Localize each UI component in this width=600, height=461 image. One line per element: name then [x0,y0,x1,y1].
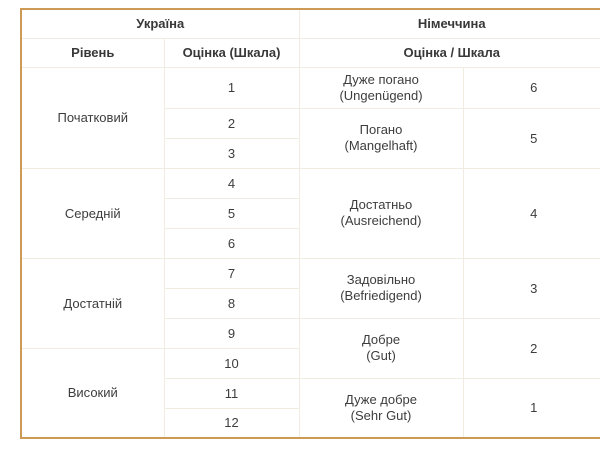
de-grade-name-cell [299,318,463,378]
de-grade-label: Добре [361,332,401,347]
table-row [21,258,600,288]
de-grade-label: Достатньо [349,197,413,212]
de-grade-label: Погано [359,122,403,137]
ua-grade-cell: 8 [164,288,299,318]
grading-comparison-table [20,8,600,439]
ua-grade-cell: 4 [164,168,299,198]
ua-grade-cell: 2 [164,108,299,138]
de-grade-label: Задовільно [346,272,416,287]
level-cell: Середній [21,168,164,258]
country-header-ukraine: Україна [21,9,299,38]
de-grade-value-cell: 1 [463,378,600,438]
ua-grade-cell: 5 [164,198,299,228]
de-grade-original: (Mangelhaft) [344,138,418,153]
level-cell: Високий [21,348,164,438]
column-header-level: Рівень [21,38,164,67]
de-grade-original: (Ausreichend) [340,213,422,228]
ua-grade-cell: 3 [164,138,299,168]
column-header-grade-de: Оцінка / Шкала [299,38,600,67]
de-grade-label: Дуже погано [343,71,419,87]
ua-grade-cell: 11 [164,378,299,408]
de-grade-value-cell: 4 [463,168,600,258]
table-row [21,67,600,108]
de-grade-label: Дуже добре [345,391,418,407]
de-grade-original: (Befriedigend) [340,288,422,303]
de-grade-value-cell: 2 [463,318,600,378]
de-grade-original: (Sehr Gut) [350,407,412,423]
column-header-grade-ua: Оцінка (Шкала) [164,38,299,67]
ua-grade-cell: 12 [164,408,299,438]
de-grade-original: (Gut) [366,348,396,363]
table-row [21,168,600,198]
de-grade-value-cell: 5 [463,108,600,168]
de-grade-name-cell [299,108,463,168]
ua-grade-cell: 1 [164,67,299,108]
ua-grade-cell: 9 [164,318,299,348]
de-grade-name-cell [299,378,463,438]
grading-table-container [20,8,600,439]
ua-grade-cell: 7 [164,258,299,288]
de-grade-original: (Ungenügend) [339,87,423,103]
ua-grade-cell: 6 [164,228,299,258]
level-cell: Початковий [21,67,164,168]
de-grade-name-cell [299,258,463,318]
level-cell: Достатній [21,258,164,348]
country-header-row [21,9,600,38]
de-grade-value-cell: 6 [463,67,600,108]
ua-grade-cell: 10 [164,348,299,378]
de-grade-name-cell [299,168,463,258]
country-header-germany: Німеччина [299,9,600,38]
de-grade-name-cell [299,67,463,108]
de-grade-value-cell: 3 [463,258,600,318]
column-header-row [21,38,600,67]
